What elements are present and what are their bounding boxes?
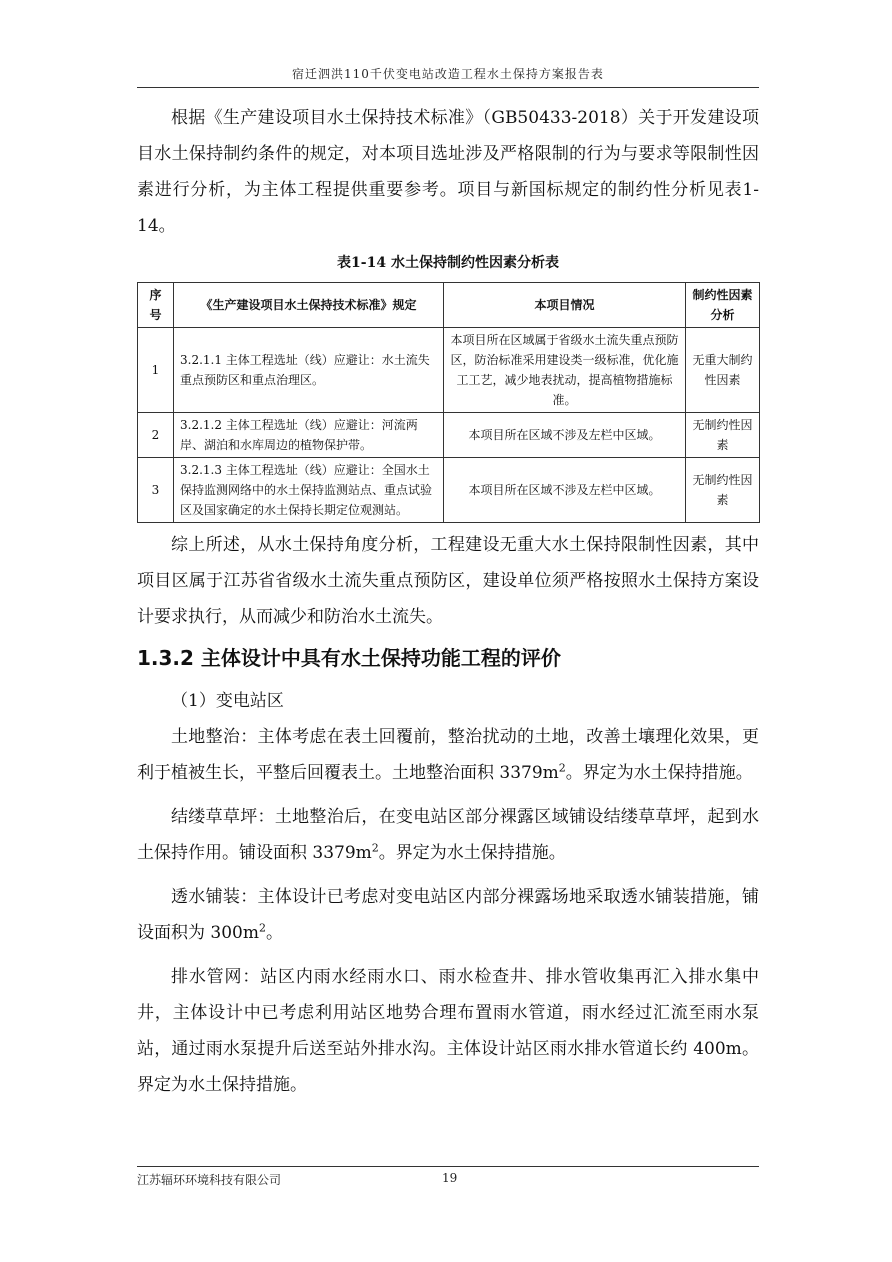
table-header-row — [138, 283, 760, 328]
header-divider — [137, 87, 759, 88]
drainage-network-paragraph: 排水管网：站区内雨水经雨水口、雨水检查井、排水管收集再汇入排水集中井，主体设计中已考虑利用站区地势合理布置雨水管道，雨水经过汇流至雨水泵站，通过雨水泵提升后送至站外排水沟。主体设计站区雨水排水管道长约 400m。界定为水土保持措施。 — [137, 967, 759, 1095]
header-no: 序号 — [138, 283, 174, 328]
intro-paragraph: 根据《生产建设项目水土保持技术标准》（GB50433-2018）关于开发建设项目水土保持制约条件的规定，对本项目选址涉及严格限制的行为与要求等限制性因素进行分析，为主体工程提供重要参考。项目与新国标规定的制约性分析见表1-14。 — [137, 108, 759, 236]
row-number: 2 — [138, 413, 174, 458]
table-row — [138, 413, 760, 458]
header-conclusion: 制约性因素分析 — [686, 283, 760, 328]
page-number: 19 — [442, 1171, 458, 1185]
row-conclusion: 无制约性因素 — [686, 413, 760, 458]
table-caption: 表1-14 水土保持制约性因素分析表 — [337, 255, 559, 271]
page-body — [137, 100, 759, 1103]
permeable-paving-sup: 2 — [258, 921, 266, 935]
grass-lawn-text: 结缕草草坪：土地整治后，在变电站区部分裸露区域铺设结缕草草坪，起到水土保持作用。铺设面积 3379m — [137, 807, 759, 863]
permeable-paving-tail: 。 — [265, 923, 283, 943]
row-conclusion: 无制约性因素 — [686, 458, 760, 523]
land-remediation-tail: 。界定为水土保持措施。 — [565, 763, 753, 783]
section-heading: 1.3.2 主体设计中具有水土保持功能工程的评价 — [137, 646, 561, 670]
header-situation: 本项目情况 — [444, 283, 686, 328]
summary-paragraph: 综上所述，从水土保持角度分析，工程建设无重大水土保持限制性因素，其中项目区属于江苏省省级水土流失重点预防区，建设单位须严格按照水土保持方案设计要求执行，从而减少和防治水土流失。 — [137, 535, 759, 627]
permeable-paving-paragraph — [137, 879, 759, 951]
row-requirement: 3.2.1.2 主体工程选址（线）应避让：河流两岸、湖泊和水库周边的植物保护带。 — [174, 413, 444, 458]
row-requirement: 3.2.1.3 主体工程选址（线）应避让：全国水土保持监测网络中的水土保持监测站点、重点试验区及国家确定的水土保持长期定位观测站。 — [174, 458, 444, 523]
footer-divider — [137, 1166, 759, 1167]
land-remediation-paragraph — [137, 719, 759, 791]
land-remediation-text: 土地整治：主体考虑在表土回覆前，整治扰动的土地，改善土壤理化效果，更利于植被生长，平整后回覆表土。土地整治面积 3379m — [137, 727, 759, 783]
grass-lawn-tail: 。界定为水土保持措施。 — [378, 843, 566, 863]
row-situation: 本项目所在区域属于省级水土流失重点预防区，防治标准采用建设类一级标准，优化施工工艺，减少地表扰动，提高植物措施标准。 — [444, 328, 686, 413]
row-situation: 本项目所在区域不涉及左栏中区域。 — [444, 413, 686, 458]
header-standard: 《生产建设项目水土保持技术标准》规定 — [174, 283, 444, 328]
table-row — [138, 328, 760, 413]
subsection-heading: （1）变电站区 — [171, 691, 284, 711]
row-conclusion: 无重大制约性因素 — [686, 328, 760, 413]
permeable-paving-text: 透水铺装：主体设计已考虑对变电站区内部分裸露场地采取透水铺装措施，铺设面积为 300m — [137, 887, 759, 943]
constraint-analysis-table — [137, 282, 760, 523]
footer-company: 江苏辐环环境科技有限公司 — [137, 1173, 282, 1187]
running-header: 宿迁泗洪110千伏变电站改造工程水土保持方案报告表 — [292, 67, 604, 81]
grass-lawn-sup: 2 — [371, 841, 379, 855]
row-situation: 本项目所在区域不涉及左栏中区域。 — [444, 458, 686, 523]
row-requirement: 3.2.1.1 主体工程选址（线）应避让：水土流失重点预防区和重点治理区。 — [174, 328, 444, 413]
table-row — [138, 458, 760, 523]
grass-lawn-paragraph — [137, 799, 759, 871]
row-number: 1 — [138, 328, 174, 413]
row-number: 3 — [138, 458, 174, 523]
land-remediation-sup: 2 — [558, 761, 566, 775]
